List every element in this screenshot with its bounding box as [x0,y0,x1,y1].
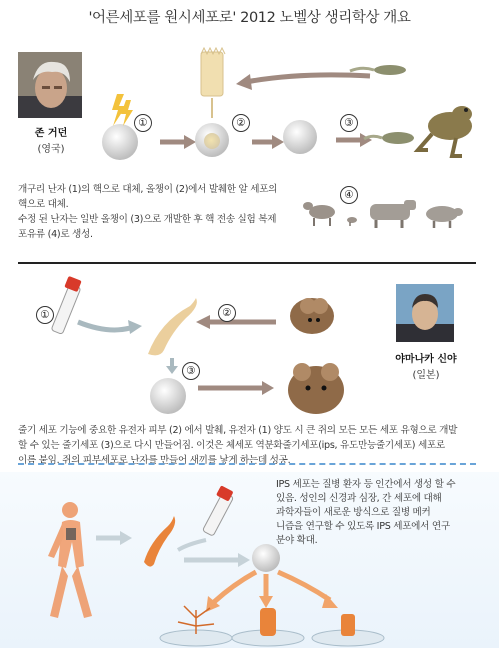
small-animal-icon [347,217,357,226]
arrow-vial-to-skin-cell [78,320,142,334]
step-number-2: ② [232,114,250,132]
description-line: 핵으로 대체. [18,199,69,210]
arrow-2-3 [252,135,284,149]
stem-cell-icon [150,378,186,414]
description-line: 할 수 있는 줄기세포 (3)으로 다시 만들어짐. 이것은 체세포 역분화줄기세포(ips, 유도만능줄기세포) 세포로 [18,440,445,451]
section3-description [276,478,488,548]
arrow-stem-cell-to-mouse [198,381,274,395]
tadpole-grown-icon [364,132,414,144]
gurdon-country: (영국) [37,144,65,155]
human-skin-cell-icon [144,516,175,567]
gurdon-name: 존 거던 [34,128,68,139]
vial-icon [202,485,233,536]
mouse-offspring-icon [288,363,344,414]
step-number-1: ① [134,114,152,132]
description-line: 니즘을 연구할 수 있도록 IPS 세포에서 연구 [276,521,450,532]
yamanaka-portrait-icon [396,284,454,342]
step-number-3: ③ [340,114,358,132]
arrow-tadpole-to-cell [236,74,370,90]
arrow-cell-to-stem-cell [166,358,178,374]
yamanaka-name: 야마나카 신야 [395,354,457,365]
description-line: 포유류 (4)로 생성. [18,229,93,240]
s2-step-number-1: ① [36,306,54,324]
lightning-icon [112,94,133,126]
yamanaka-photo [396,284,454,342]
description-line: 과학자들이 새로운 방식으로 질병 메커 [276,507,431,518]
heart-cell-dish-icon [232,608,304,646]
description-line: 수정 된 난자는 일반 올챙이 (3)으로 개발한 후 핵 전송 실험 복제 [18,214,277,225]
description-line: 있음. 성인의 신경과 심장, 간 세포에 대해 [276,493,442,504]
arrow-vial-to-cell [178,540,206,550]
arrow-mouse-to-cell [196,315,276,329]
page-title: '어른세포를 원시세포로' 2012 노벨상 생리학상 개요 [88,10,411,26]
description-line: 줄기 세포 기능에 중요한 유전자 피부 (2) 에서 발췌, 유전자 (1) 양도 시 큰 쥐의 모든 모든 세포 유형으로 개발 [18,425,458,436]
arrow-3-tadpole [336,133,372,147]
tadpole-intestine-cell [201,48,225,118]
arrows-to-differentiated-cells [206,572,338,612]
arrow-human-to-cell [96,531,132,545]
human-figure-icon [48,502,92,618]
s2-step-number-2: ② [218,304,236,322]
s2-step-number-3: ③ [182,362,200,380]
embryo-cell [283,120,317,154]
cow-icon [370,200,416,228]
ips-cell-icon [252,544,280,572]
frog-icon [418,106,472,156]
description-line: IPS 세포는 질병 환자 등 인간에서 생성 할 수 [276,479,456,490]
mouse-icon [290,298,334,334]
skin-cell-icon [148,298,197,355]
description-line: 이름 붙임. 쥐의 피부세포로 난자를 만들어 새끼를 낳게 하는데 성공. [18,455,291,466]
section2-description [18,423,488,468]
neuron-dish-icon [160,606,232,646]
description-line: 개구리 난자 (1)의 핵으로 대체, 올챙이 (2)에서 발췌한 알 세포의 [18,184,278,195]
nucleated-egg-cell [195,123,229,157]
arrow-cell-to-ips [184,553,250,567]
pig-icon [426,206,463,228]
vial-icon [51,276,82,335]
description-line: 분야 확대. [276,535,318,546]
section1-description [18,182,318,242]
yamanaka-country: (일본) [412,370,440,381]
step-number-4: ④ [340,186,358,204]
section-divider-dashed [18,463,476,465]
frog-egg-cell [102,124,138,160]
liver-cell-dish-icon [312,614,384,646]
arrow-1-2 [160,135,196,149]
